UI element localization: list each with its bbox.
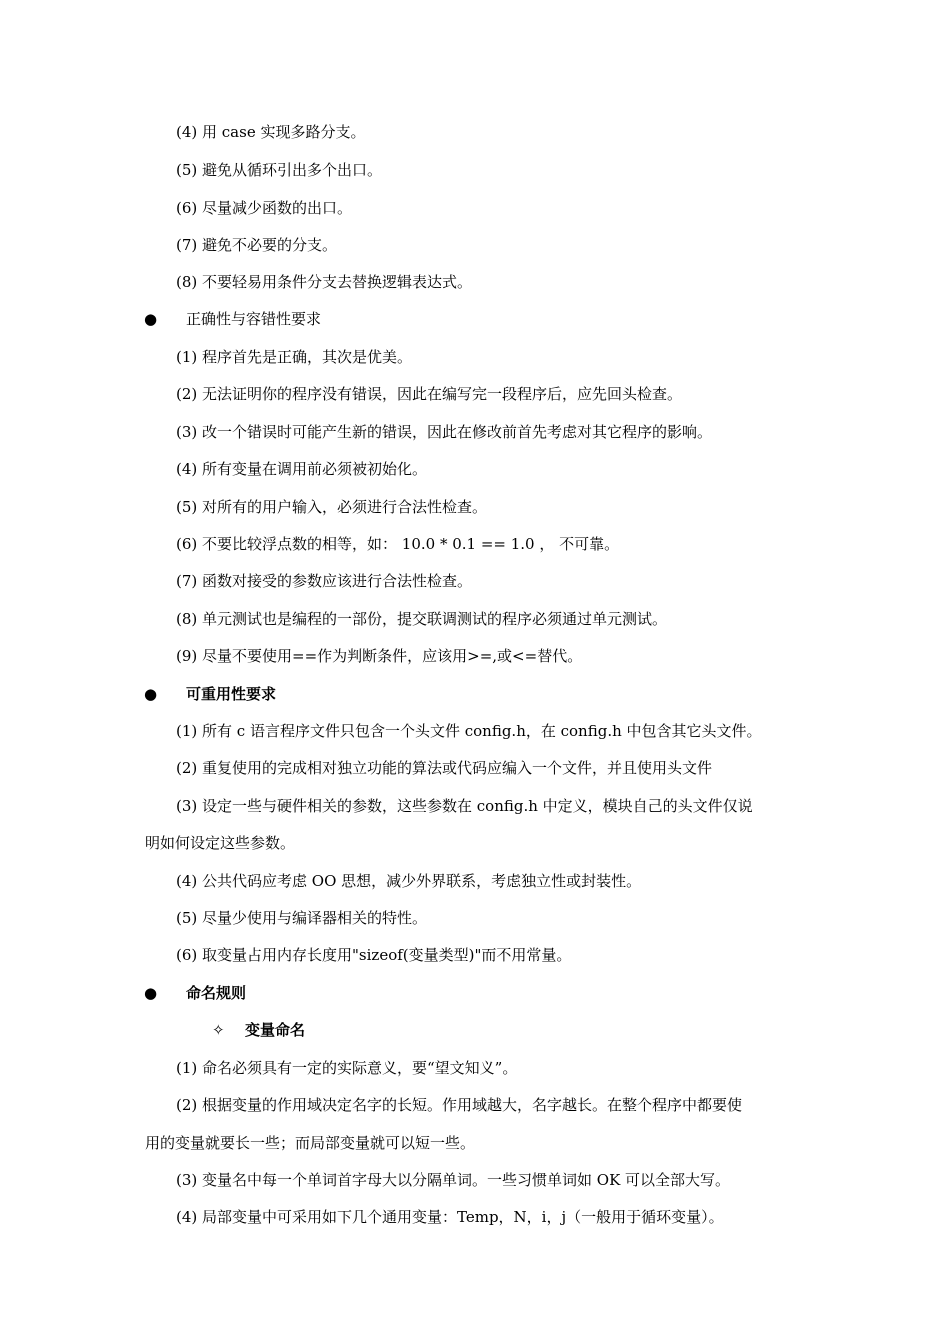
list-item: (9) 尽量不要使用==作为判断条件，应该用>=,或<=替代。 bbox=[176, 647, 583, 665]
list-item: (7) 避免不必要的分支。 bbox=[176, 236, 338, 254]
bullet-icon: ● bbox=[144, 685, 158, 703]
list-item: (6) 取变量占用内存长度用"sizeof(变量类型)"而不用常量。 bbox=[176, 946, 572, 964]
list-item: (6) 不要比较浮点数的相等，如： 10.0 * 0.1 == 1.0 ， 不可靠。 bbox=[176, 535, 620, 553]
list-item: (2) 无法证明你的程序没有错误，因此在编写完一段程序后，应先回头检查。 bbox=[176, 385, 683, 403]
list-item: (4) 所有变量在调用前必须被初始化。 bbox=[176, 460, 428, 478]
list-item: (4) 用 case 实现多路分支。 bbox=[176, 123, 366, 141]
subsection-title: 变量命名 bbox=[245, 1021, 306, 1039]
list-item: (3) 设定一些与硬件相关的参数，这些参数在 config.h 中定义，模块自己的头文件仅说 bbox=[176, 797, 753, 815]
list-item: (2) 重复使用的完成相对独立功能的算法或代码应编入一个文件，并且使用头文件 bbox=[176, 759, 713, 777]
list-item: (5) 对所有的用户输入，必须进行合法性检查。 bbox=[176, 498, 488, 516]
list-item-continuation: 明如何设定这些参数。 bbox=[145, 834, 296, 852]
list-item: (5) 避免从循环引出多个出口。 bbox=[176, 161, 383, 179]
list-item: (3) 改一个错误时可能产生新的错误，因此在修改前首先考虑对其它程序的影响。 bbox=[176, 423, 713, 441]
list-item: (4) 公共代码应考虑 OO 思想，减少外界联系，考虑独立性或封装性。 bbox=[176, 872, 642, 890]
bullet-icon: ● bbox=[144, 310, 158, 328]
section-title: 可重用性要求 bbox=[186, 685, 277, 703]
list-item-continuation: 用的变量就要长一些；而局部变量就可以短一些。 bbox=[145, 1134, 476, 1152]
diamond-icon: ✧ bbox=[212, 1021, 225, 1039]
list-item: (7) 函数对接受的参数应该进行合法性检查。 bbox=[176, 572, 473, 590]
bullet-icon: ● bbox=[144, 984, 158, 1002]
list-item: (3) 变量名中每一个单词首字母大以分隔单词。一些习惯单词如 OK 可以全部大写。 bbox=[176, 1171, 731, 1189]
list-item: (1) 所有 c 语言程序文件只包含一个头文件 config.h，在 config.h 中包含其它头文件。 bbox=[176, 722, 762, 740]
list-item: (1) 命名必须具有一定的实际意义，要“望文知义”。 bbox=[176, 1059, 518, 1077]
list-item: (1) 程序首先是正确，其次是优美。 bbox=[176, 348, 413, 366]
list-item: (5) 尽量少使用与编译器相关的特性。 bbox=[176, 909, 428, 927]
list-item: (4) 局部变量中可采用如下几个通用变量：Temp，N，i，j（一般用于循环变量）。 bbox=[176, 1208, 724, 1226]
list-item: (6) 尽量减少函数的出口。 bbox=[176, 199, 353, 217]
list-item: (8) 不要轻易用条件分支去替换逻辑表达式。 bbox=[176, 273, 473, 291]
section-title: 命名规则 bbox=[186, 984, 247, 1002]
section-title: 正确性与容错性要求 bbox=[186, 310, 322, 328]
list-item: (2) 根据变量的作用域决定名字的长短。作用域越大，名字越长。在整个程序中都要使 bbox=[176, 1096, 743, 1114]
list-item: (8) 单元测试也是编程的一部份，提交联调测试的程序必须通过单元测试。 bbox=[176, 610, 668, 628]
